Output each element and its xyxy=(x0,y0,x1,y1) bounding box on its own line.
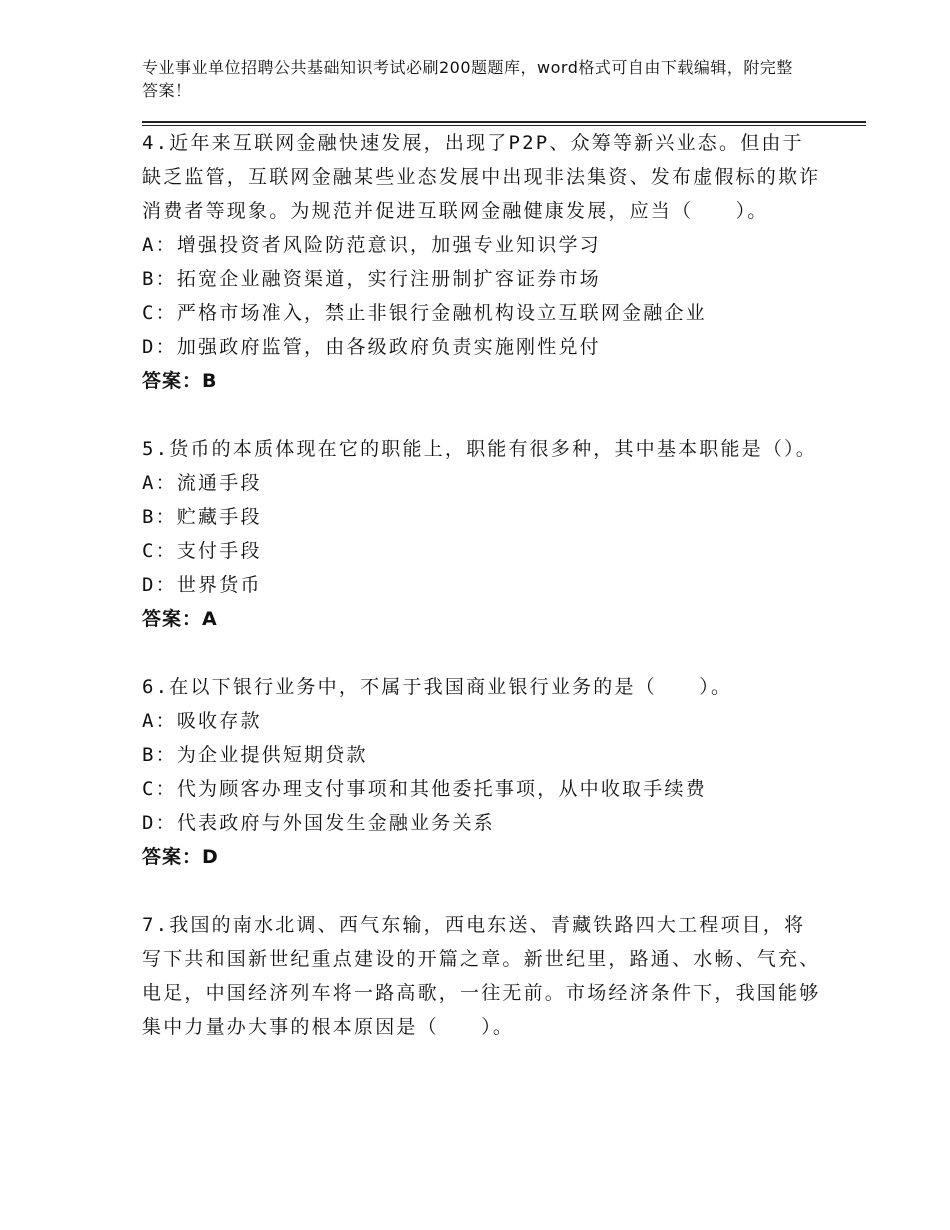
answer-label: 答案：A xyxy=(142,608,218,630)
option-a: A：增强投资者风险防范意识，加强专业知识学习 xyxy=(142,234,601,256)
question-stem: 6.在以下银行业务中，不属于我国商业银行业务的是（ ）。 xyxy=(142,676,733,698)
question-7 xyxy=(142,908,822,1044)
spacer xyxy=(142,398,822,432)
question-4 xyxy=(142,126,822,398)
document-header: 专业事业单位招聘公共基础知识考试必刷200题题库，word格式可自由下载编辑，附完整答案！ xyxy=(142,58,793,100)
option-d: D：代表政府与外国发生金融业务关系 xyxy=(142,812,495,834)
option-b: B：贮藏手段 xyxy=(142,506,262,528)
option-c: C：代为顾客办理支付事项和其他委托事项，从中收取手续费 xyxy=(142,778,707,800)
option-c: C：严格市场准入，禁止非银行金融机构设立互联网金融企业 xyxy=(142,302,707,324)
option-d: D：世界货币 xyxy=(142,574,262,596)
option-b: B：拓宽企业融资渠道，实行注册制扩容证券市场 xyxy=(142,268,601,290)
option-d: D：加强政府监管，由各级政府负责实施刚性兑付 xyxy=(142,336,601,358)
option-b: B：为企业提供短期贷款 xyxy=(142,744,368,766)
option-c: C：支付手段 xyxy=(142,540,262,562)
option-a: A：流通手段 xyxy=(142,472,262,494)
spacer xyxy=(142,874,822,908)
answer-label: 答案：D xyxy=(142,846,219,868)
header-rule-thick xyxy=(142,121,866,123)
question-6 xyxy=(142,670,822,874)
spacer xyxy=(142,636,822,670)
question-stem: 5.货币的本质体现在它的职能上，职能有很多种，其中基本职能是（）。 xyxy=(142,438,817,460)
question-5 xyxy=(142,432,822,636)
question-stem: 7.我国的南水北调、西气东输，西电东送、青藏铁路四大工程项目，将写下共和国新世纪重点建设的开篇之章。新世纪里，路通、水畅、气充、电足，中国经济列车将一路高歌，一往无前。市场经济条件下，我国能够集中力量办大事的根本原因是（ ）。 xyxy=(142,914,821,1038)
question-stem: 4.近年来互联网金融快速发展，出现了P2P、众筹等新兴业态。但由于缺乏监管，互联网金融某些业态发展中出现非法集资、发布虚假标的欺诈消费者等现象。为规范并促进互联网金融健康发展，应当（ ）。 xyxy=(142,132,821,222)
answer-label: 答案：B xyxy=(142,370,218,392)
question-list xyxy=(142,126,822,1044)
option-a: A：吸收存款 xyxy=(142,710,262,732)
